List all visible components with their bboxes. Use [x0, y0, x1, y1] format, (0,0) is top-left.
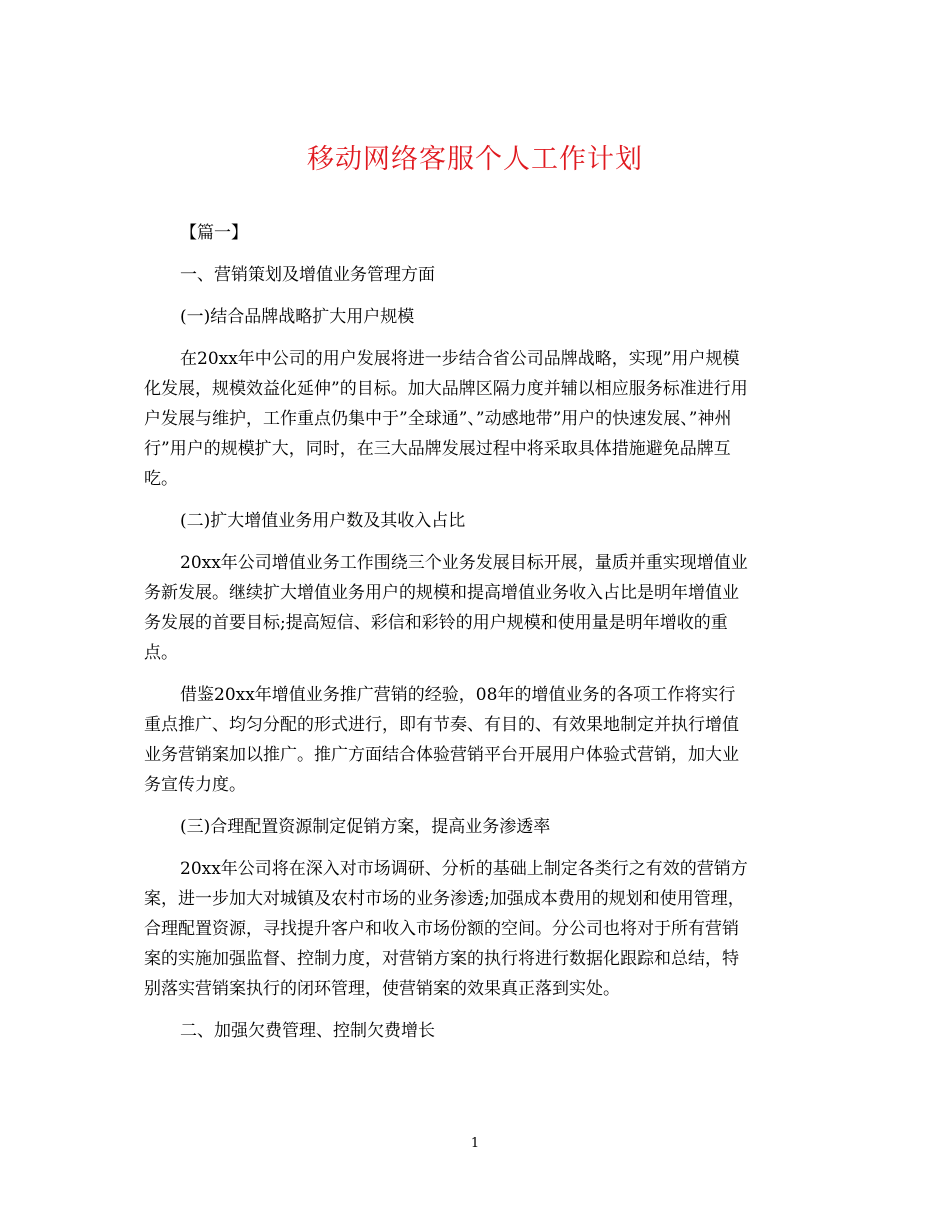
paragraph-line: 20xx年公司增值业务工作围绕三个业务发展目标开展，量质并重实现增值业	[180, 553, 748, 573]
paragraph-line: 合理配置资源，寻找提升客户和收入市场份额的空间。分公司也将对于所有营销	[144, 919, 739, 939]
page-number: 1	[470, 1136, 480, 1151]
paragraph-line: 业务营销案加以推广。推广方面结合体验营销平台开展用户体验式营销，加大业	[144, 745, 739, 765]
subheading-brand-strategy: (一)结合品牌战略扩大用户规模	[180, 307, 415, 327]
document-title: 移动网络客服个人工作计划	[307, 144, 643, 175]
paragraph-line: 借鉴20xx年增值业务推广营销的经验，08年的增值业务的各项工作将实行	[180, 685, 736, 705]
paragraph-line: 案的实施加强监督、控制力度，对营销方案的执行将进行数据化跟踪和总结，特	[144, 949, 739, 969]
paragraph-line: 20xx年公司将在深入对市场调研、分析的基础上制定各类行之有效的营销方	[180, 859, 748, 879]
paragraph-line: 案，进一步加大对城镇及农村市场的业务渗透;加强成本费用的规划和使用管理，	[144, 889, 745, 909]
paragraph-line: 务宣传力度。	[144, 775, 246, 795]
section-marker: 【篇一】	[180, 223, 248, 243]
paragraph-promotion	[144, 680, 809, 800]
paragraph-line: 务新发展。继续扩大增值业务用户的规模和提高增值业务收入占比是明年增值业	[144, 583, 739, 603]
paragraph-line: 吃。	[144, 469, 178, 489]
paragraph-line: 在20xx年中公司的用户发展将进一步结合省公司品牌战略，实现”用户规模	[180, 349, 740, 369]
heading-marketing: 一、营销策划及增值业务管理方面	[180, 265, 435, 285]
paragraph-value-added-goals	[144, 548, 809, 668]
subheading-resources: (三)合理配置资源制定促销方案，提高业务渗透率	[180, 817, 551, 837]
paragraph-user-growth	[144, 344, 809, 494]
paragraph-line: 点。	[144, 643, 178, 663]
paragraph-line: 别落实营销案执行的闭环管理，使营销案的效果真正落到实处。	[144, 979, 620, 999]
subheading-value-added: (二)扩大增值业务用户数及其收入占比	[180, 511, 466, 531]
paragraph-line: 务发展的首要目标;提高短信、彩信和彩铃的用户规模和使用量是明年增收的重	[144, 613, 728, 633]
paragraph-line: 户发展与维护，工作重点仍集中于”全球通”、”动感地带”用户的快速发展、”神州	[144, 409, 732, 429]
heading-arrears: 二、加强欠费管理、控制欠费增长	[180, 1021, 435, 1041]
paragraph-market-penetration	[144, 854, 809, 1004]
paragraph-line: 化发展，规模效益化延伸”的目标。加大品牌区隔力度并辅以相应服务标准进行用	[144, 379, 748, 399]
document-body	[144, 218, 809, 1046]
paragraph-line: 行”用户的规模扩大，同时，在三大品牌发展过程中将采取具体措施避免品牌互	[144, 439, 731, 459]
paragraph-line: 重点推广、均匀分配的形式进行，即有节奏、有目的、有效果地制定并执行增值	[144, 715, 739, 735]
